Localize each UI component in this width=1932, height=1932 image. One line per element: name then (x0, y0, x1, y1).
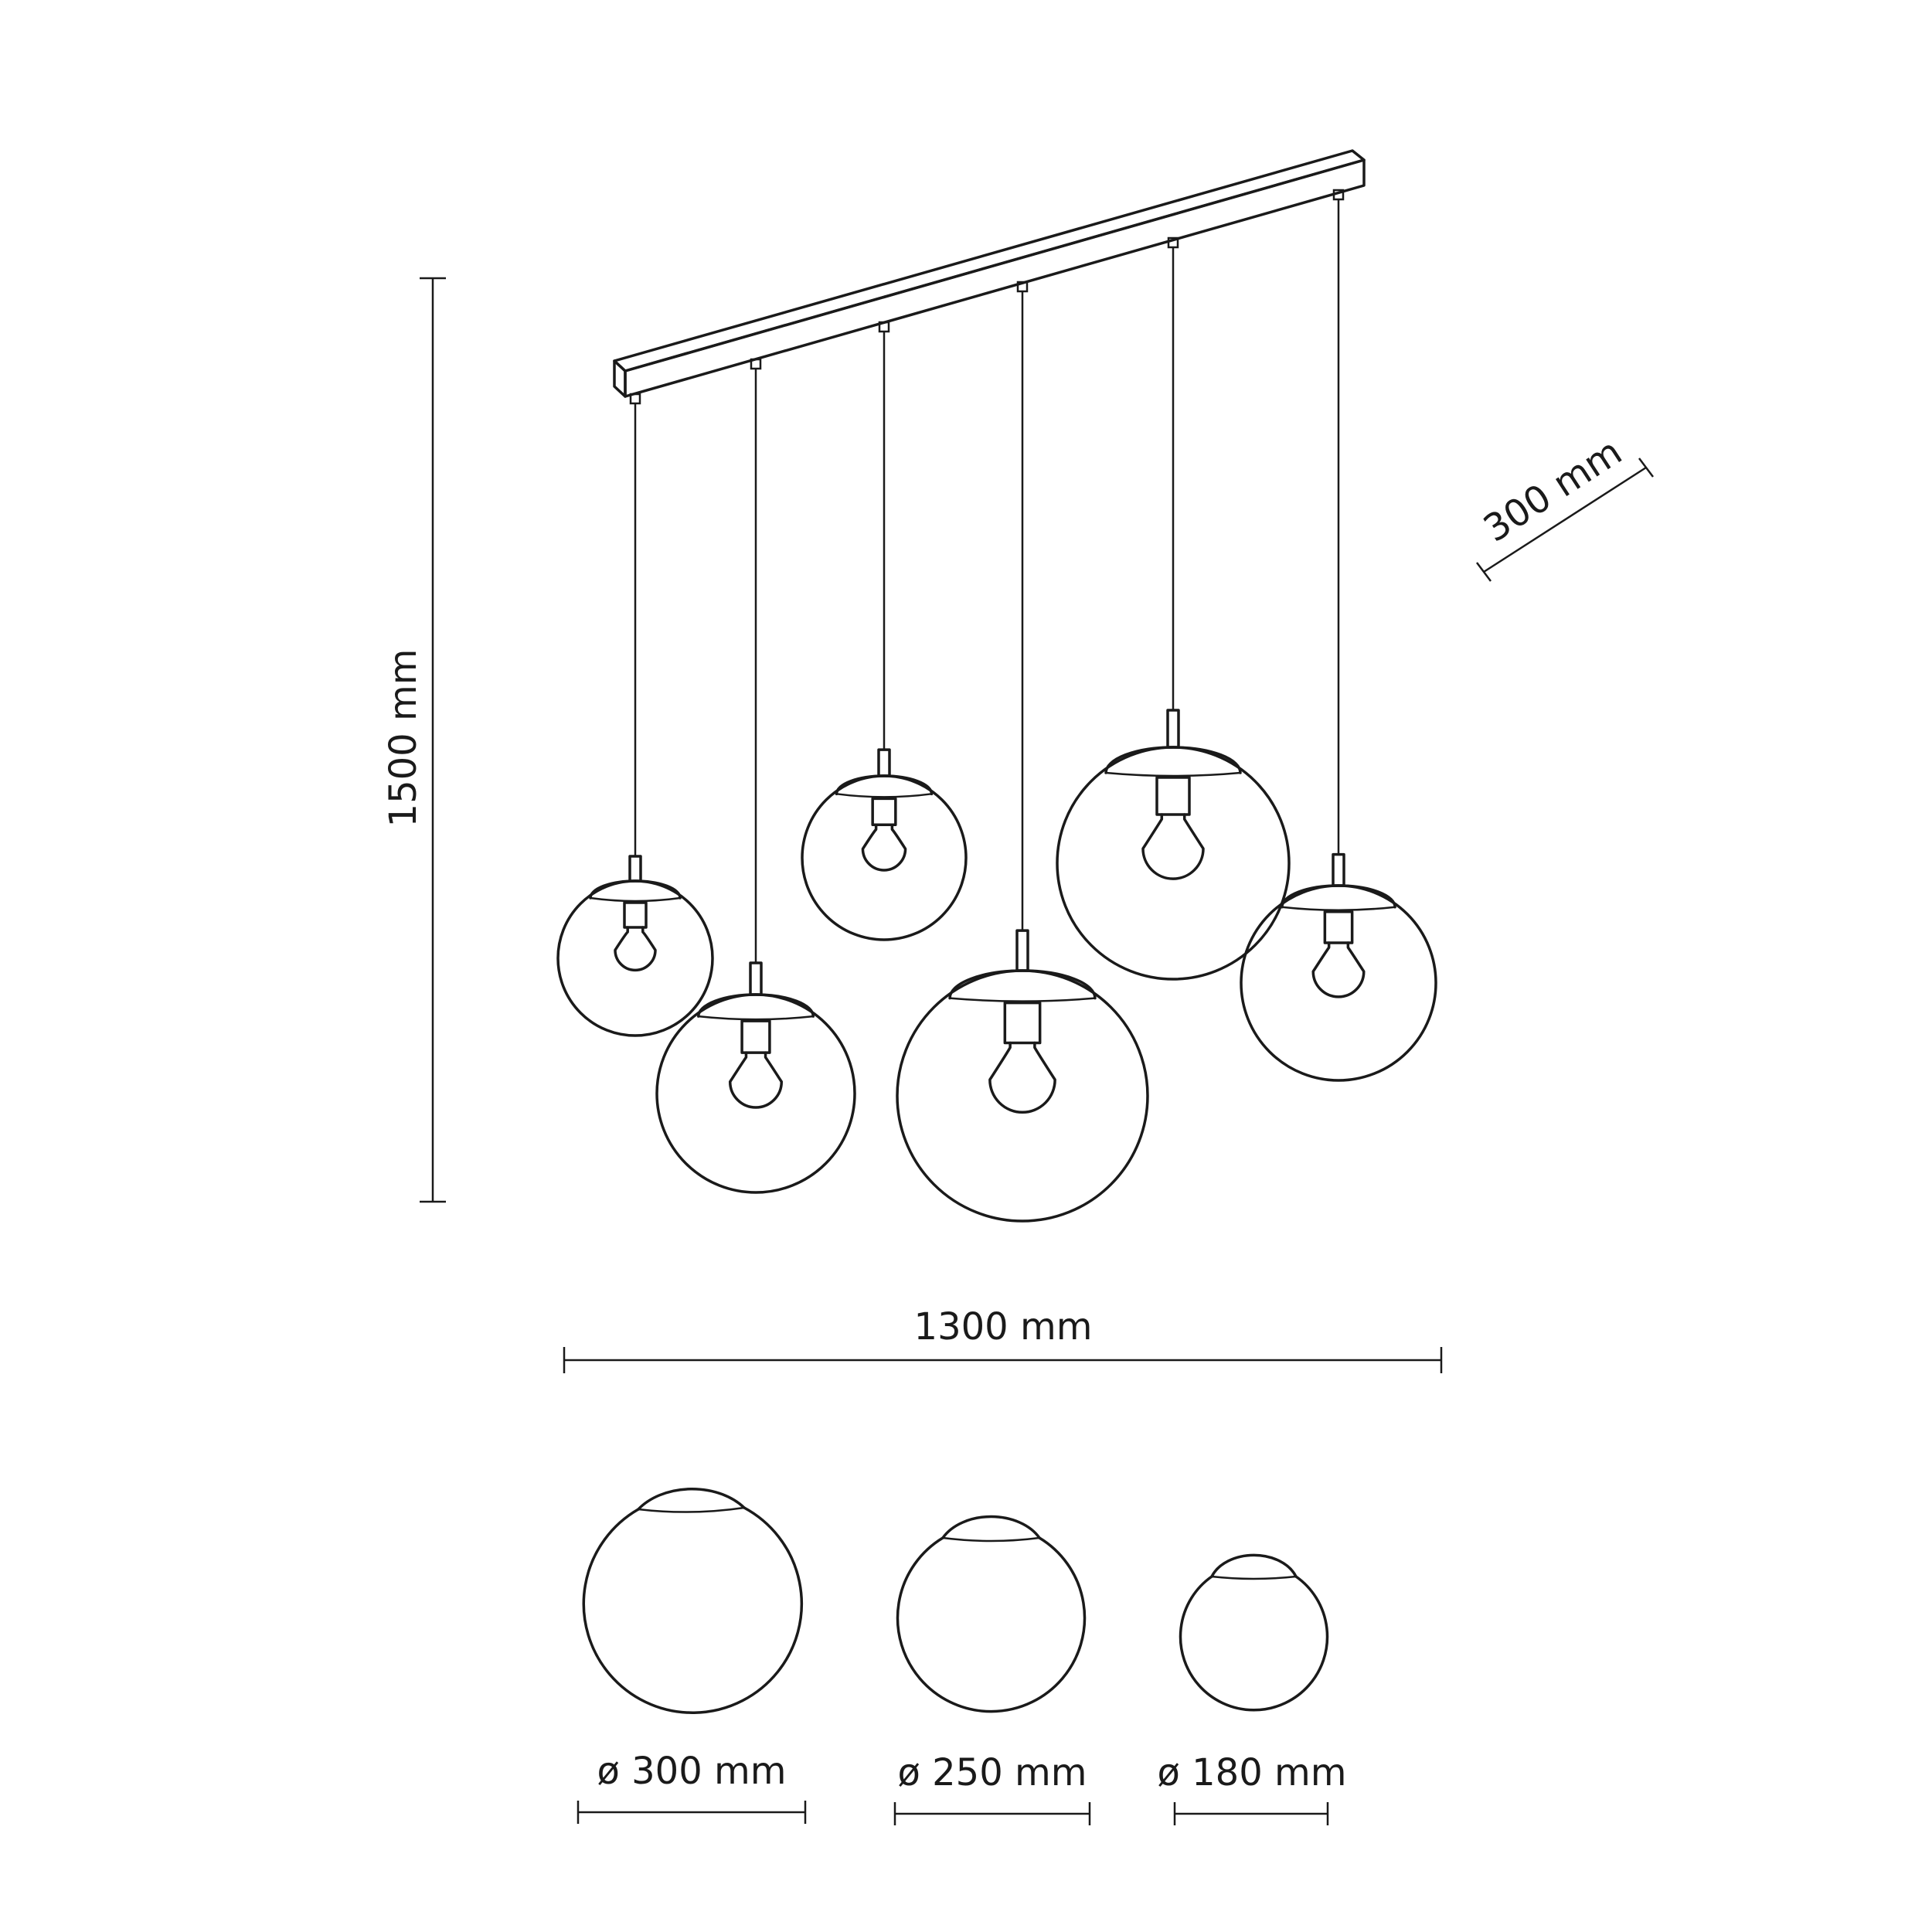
shade-300 (578, 1489, 805, 1824)
ceiling-canopy-bar (614, 151, 1364, 396)
shade-250-label: ø 250 mm (897, 1751, 1087, 1794)
bulb-socket (1005, 1003, 1039, 1043)
shade-size-legend (578, 1489, 1347, 1825)
pendant-light (558, 394, 713, 1036)
pendant-stem (750, 963, 761, 995)
bulb-socket (1157, 777, 1189, 815)
pendant-cap-rim (837, 794, 932, 797)
bulb-socket (624, 903, 646, 927)
pendant-stem (1017, 930, 1028, 971)
glass-globe (802, 776, 966, 940)
shade-180 (1157, 1555, 1346, 1825)
light-bulb (990, 1043, 1055, 1112)
pendant-cap-rim (1106, 773, 1240, 776)
glass-globe (1241, 886, 1436, 1080)
bulb-socket (1325, 912, 1352, 943)
light-bulb (862, 825, 905, 870)
depth-label: 300 mm (1476, 430, 1630, 551)
shade-300-label: ø 300 mm (597, 1750, 787, 1793)
pendant-cap (699, 995, 813, 1016)
pendant-cap (590, 881, 680, 898)
glass-globe (1057, 747, 1289, 979)
pendant-light (657, 359, 855, 1192)
pendant-group (558, 190, 1436, 1221)
pendant-cap-rim (699, 1016, 813, 1019)
pendant-stem (1168, 710, 1179, 747)
pendant-cap-rim (950, 998, 1095, 1002)
pendant-cap (1106, 747, 1240, 773)
height-label: 1500 mm (382, 648, 425, 828)
pendant-cap (1282, 886, 1395, 907)
shade-250 (895, 1517, 1090, 1825)
pendant-stem (1333, 855, 1344, 886)
glass-globe (657, 995, 855, 1192)
glass-globe (558, 881, 713, 1036)
shade-180-label: ø 180 mm (1157, 1751, 1347, 1794)
glass-globe (897, 971, 1148, 1221)
pendant-light (897, 282, 1148, 1221)
pendant-stem (879, 750, 889, 776)
light-bulb (1313, 943, 1364, 997)
pendant-stem (630, 856, 641, 881)
light-bulb (730, 1053, 782, 1107)
pendant-cap (837, 776, 932, 794)
pendant-cap-rim (590, 898, 680, 901)
pendant-light (802, 322, 966, 940)
pendant-light (1241, 190, 1436, 1080)
bulb-socket (872, 798, 896, 825)
pendant-light (1057, 238, 1289, 979)
height-dimension (382, 278, 446, 1202)
pendant-cap (950, 971, 1095, 998)
bulb-socket (742, 1021, 770, 1053)
width-dimension (564, 1305, 1441, 1373)
depth-dimension (1476, 430, 1653, 581)
pendant-cap-rim (1282, 907, 1395, 910)
light-bulb (1143, 815, 1203, 879)
light-bulb (615, 927, 655, 970)
width-label: 1300 mm (913, 1305, 1093, 1349)
